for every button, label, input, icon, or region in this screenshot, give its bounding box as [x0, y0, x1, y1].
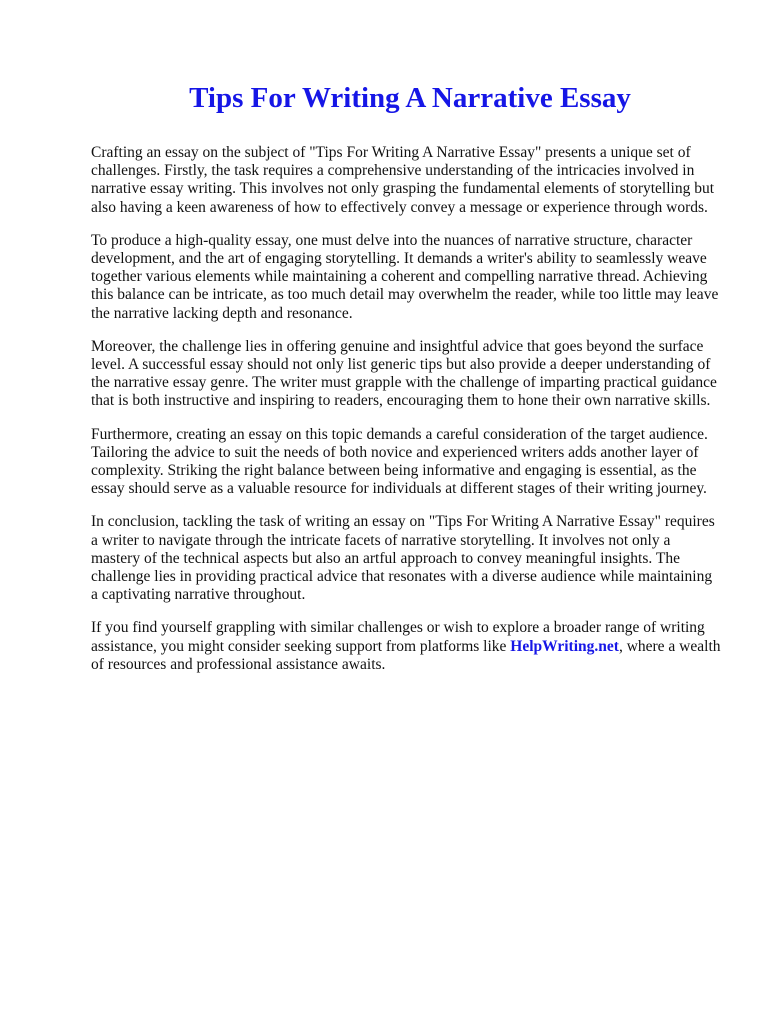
paragraph-2: To produce a high-quality essay, one must delve into the nuances of narrative structure, character development, and the art of engaging storytelling. It demands a writer's ability to seamlessly weave together various elements while maintaining a coherent and compelling narrative thread. Achieving this balance can be intricate, as too much detail may overwhelm the reader, while too little may leave the narrative lacking depth and resonance. — [91, 231, 719, 322]
document-title: Tips For Writing A Narrative Essay — [189, 82, 631, 114]
paragraph-1: Crafting an essay on the subject of "Tips For Writing A Narrative Essay" presents a unique set of challenges. Firstly, the task requires a comprehensive understanding of the intricacies involved in narrative essay writing. This involves not only grasping the fundamental elements of storytelling but also having a keen awareness of how to effectively convey a message or experience through words. — [91, 144, 715, 216]
helpwriting-link[interactable]: HelpWriting.net — [510, 637, 619, 655]
paragraph-5: In conclusion, tackling the task of writing an essay on "Tips For Writing A Narrative Essay" requires a writer to navigate through the intricate facets of narrative storytelling. It involves not only a mastery of the technical aspects but also an artful approach to convey meaningful insights. The challenge lies in providing practical advice that resonates with a diverse audience while maintaining a captivating narrative throughout. — [91, 513, 715, 604]
document-body — [91, 144, 721, 689]
closing-text-before-link: If you find yourself grappling with similar challenges or wish to explore a broader range of writing assistance, you might consider seeking support from platforms like — [91, 619, 705, 655]
closing-paragraph — [91, 619, 721, 674]
closing-text-after-link: , where a wealth of resources and professional assistance awaits. — [91, 637, 721, 673]
paragraph-4: Furthermore, creating an essay on this topic demands a careful consideration of the target audience. Tailoring the advice to suit the needs of both novice and experienced writers adds another layer of complexity. Striking the right balance between being informative and engaging is essential, as the essay should serve as a valuable resource for individuals at different stages of their writing journey. — [91, 425, 708, 498]
paragraph-3: Moreover, the challenge lies in offering genuine and insightful advice that goes beyond the surface level. A successful essay should not only list generic tips but also provide a deeper understanding of the narrative essay genre. The writer must grapple with the challenge of imparting practical guidance that is both instructive and inspiring to readers, encouraging them to hone their own narrative skills. — [91, 337, 717, 410]
